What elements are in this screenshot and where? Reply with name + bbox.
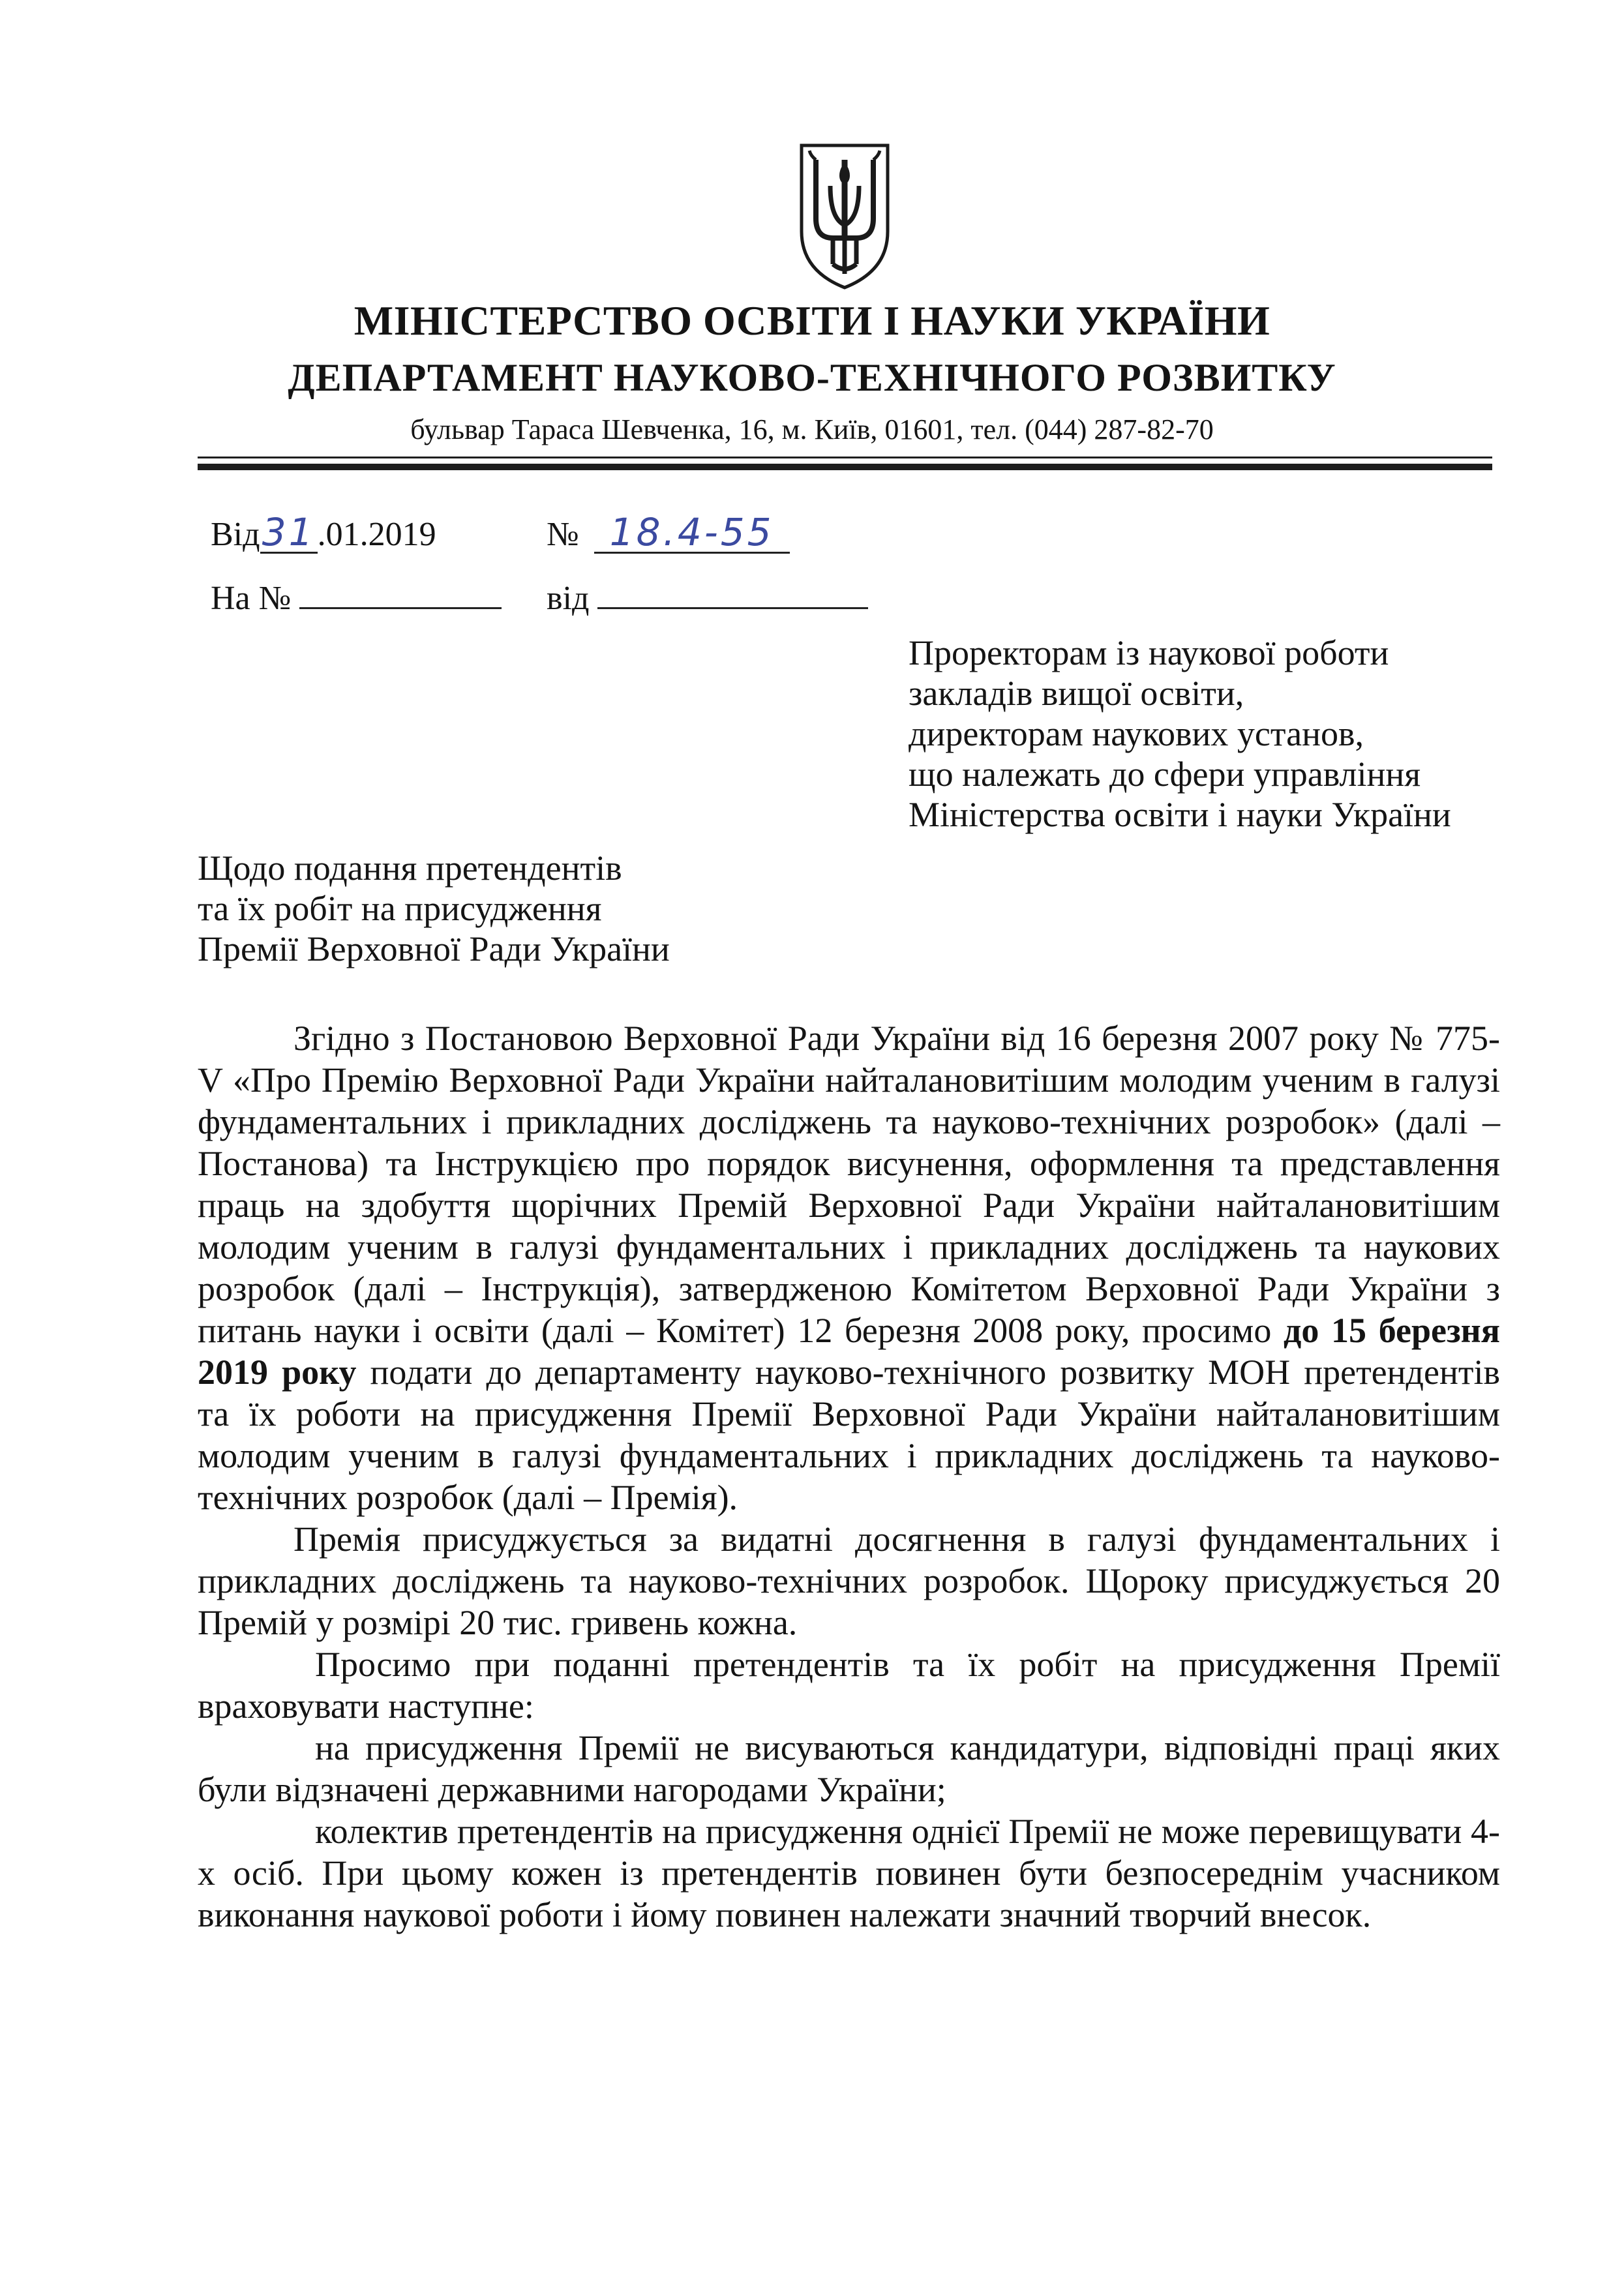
letter-body bbox=[198, 1017, 1500, 1936]
ref-date-blank bbox=[597, 607, 868, 609]
paragraph-1-text-end: подати до департаменту науково-технічного розвитку МОН претендентів та їх роботи на присудження Премії Верховної Ради України найталановитішим молодим ученим в галузі фундаментальних і прикладних досліджень та науково-технічних розробок (далі – Премія). bbox=[198, 1353, 1500, 1517]
from-label: Від bbox=[211, 516, 260, 553]
department-title: ДЕПАРТАМЕНТ НАУКОВО-ТЕХНІЧНОГО РОЗВИТКУ bbox=[288, 356, 1336, 399]
header-divider-thick bbox=[198, 464, 1492, 470]
recipient-line: закладів вищої освіти, bbox=[909, 674, 1244, 713]
ref-number-blank bbox=[299, 607, 502, 609]
paragraph-5: колектив претендентів на присудження однієї Премії не може перевищувати 4-х осіб. При цьому кожен із претендентів повинен бути безпосереднім учасником виконання наукової роботи і йому повинен належати значний творчий внесок. bbox=[198, 1812, 1500, 1934]
outgoing-date bbox=[211, 510, 436, 554]
ministry-title: МІНІСТЕРСТВО ОСВІТИ І НАУКИ УКРАЇНИ bbox=[353, 297, 1271, 344]
department-address: бульвар Тараса Шевченка, 16, м. Київ, 01601, тел. (044) 287-82-70 bbox=[410, 413, 1214, 445]
ref-label: На № bbox=[211, 580, 292, 617]
paragraph-3: Просимо при поданні претендентів та їх робіт на присудження Премії враховувати наступне: bbox=[198, 1645, 1500, 1726]
paragraph-1-text: Згідно з Постановою Верховної Ради України від 16 березня 2007 року № 775-V «Про Премію Верховної Ради України найталановитішим молодим ученим в галузі фундаментальних і прикладних досліджень та науково-технічних розробок» (далі – Постанова) та Інструкцією про порядок висунення, оформлення та представлення праць на здобуття щорічних Премій Верховної Ради України найталановитішим молодим ученим в галузі фундаментальних і прикладних досліджень та наукових розробок (далі – Інструкція), затвердженою Комітетом Верховної Ради України з питань науки і освіти (далі – Комітет) 12 березня 2008 року, просимо bbox=[198, 1019, 1500, 1350]
subject-line: Премії Верховної Ради України bbox=[198, 929, 670, 968]
paragraph-2: Премія присуджується за видатні досягнення в галузі фундаментальних і прикладних досліджень та науково-технічних розробок. Щороку присуджується 20 Премій у розмірі 20 тис. гривень кожна. bbox=[198, 1520, 1500, 1642]
number-label: № bbox=[547, 516, 579, 553]
trident-coat-of-arms-icon bbox=[796, 140, 893, 292]
handwritten-number: 18.4-55 bbox=[609, 510, 774, 554]
recipient-line: Проректорам із наукової роботи bbox=[909, 633, 1389, 672]
header-divider-thin bbox=[198, 457, 1492, 458]
outgoing-number bbox=[547, 510, 790, 554]
ref-from-label: від bbox=[547, 580, 590, 617]
date-rest: .01.2019 bbox=[317, 516, 436, 553]
handwritten-day: 31 bbox=[262, 510, 316, 554]
reference-number bbox=[211, 579, 502, 618]
reference-date bbox=[547, 579, 868, 618]
recipient-block bbox=[909, 633, 1451, 835]
recipient-line: що належать до сфери управління bbox=[909, 755, 1421, 794]
paragraph-4: на присудження Премії не висуваються кандидатури, відповідні праці яких були відзначені державними нагородами України; bbox=[198, 1728, 1500, 1809]
recipient-line: директорам наукових установ, bbox=[909, 714, 1364, 753]
deadline-bold: до 15 березня 2019 року bbox=[198, 1311, 1500, 1392]
subject-line: Щодо подання претендентів bbox=[198, 848, 622, 888]
subject-line: та їх робіт на присудження bbox=[198, 889, 602, 928]
recipient-line: Міністерства освіти і науки України bbox=[909, 795, 1451, 834]
subject-block bbox=[198, 848, 670, 969]
paragraph-1 bbox=[198, 1017, 1500, 1518]
